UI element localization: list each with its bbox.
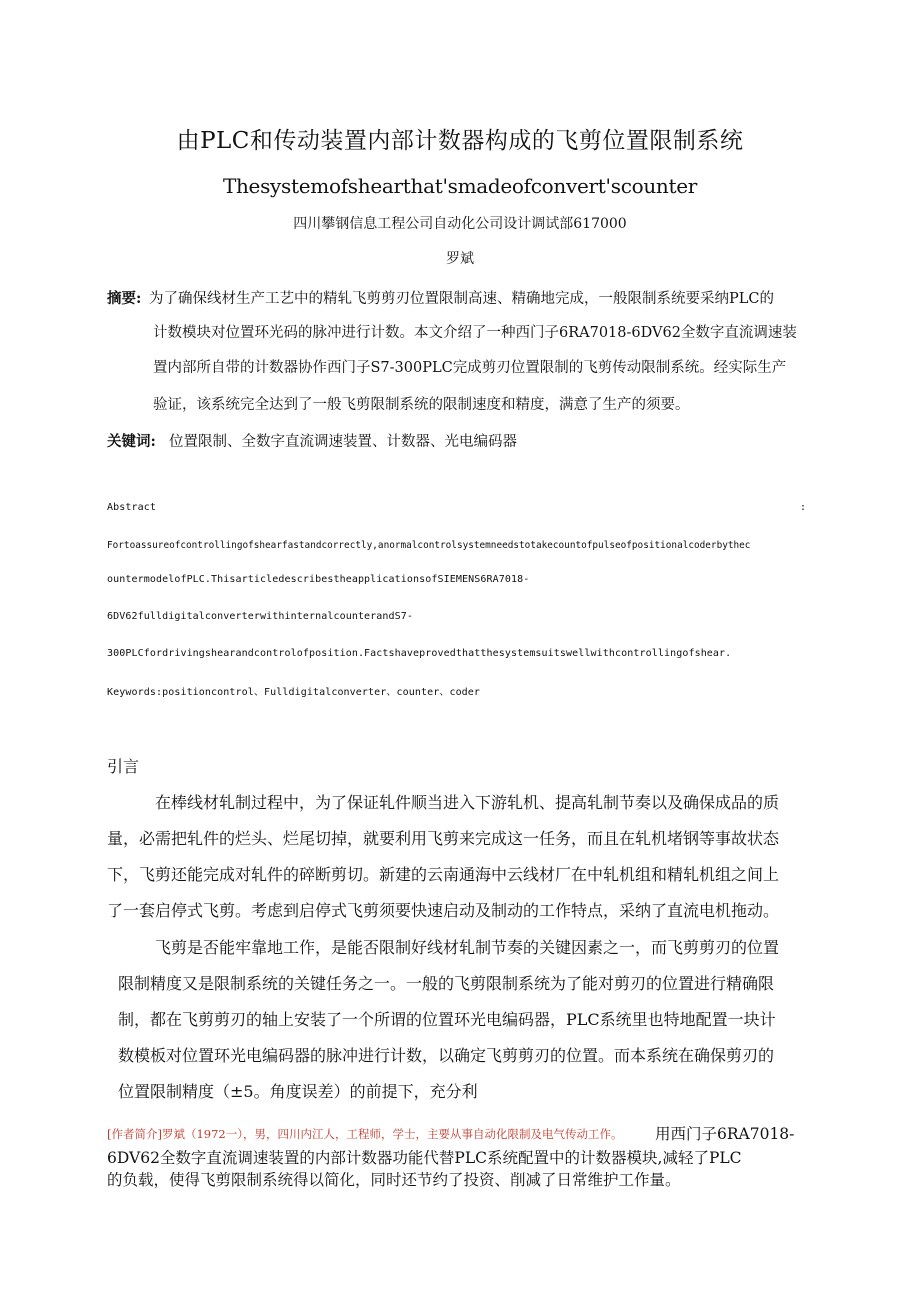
abstract-en-line: 6DV62fulldigitalconverterwithinternalcounterandS7-: [107, 611, 414, 622]
abstract-en-line: 300PLCfordrivingshearandcontrolofposition.Factshaveprovedthatthesystemsuitswellwithcontrollingofshear.: [107, 648, 732, 659]
abstract-line: 验证，该系统完全达到了一般飞剪限制系统的限制速度和精度，满意了生产的须要。: [153, 397, 690, 413]
continuation-line: 的负载，使得飞剪限制系统得以简化，同时还节约了投资、削减了日常维护工作量。: [107, 1171, 681, 1189]
intro-para1-line: 量，必需把轧件的烂头、烂尾切掉，就要利用飞剪来完成这一任务，而且在轧机堵钢等事故状态: [107, 829, 780, 848]
continuation-line: 6DV62全数字直流调速装置的内部计数器功能代替PLC系统配置中的计数器模块,减轻了PLC: [107, 1149, 742, 1167]
intro-para1-line: 下，飞剪还能完成对轧件的碎断剪切。新建的云南通海中云线材厂在中轧机组和精轧机组之间上: [107, 865, 780, 884]
abstract-en-line: ountermodelofPLC.ThisarticledescribestheapplicationsofSIEMENS6RA7018-: [107, 574, 530, 585]
abstract-en-label: Abstract: [107, 502, 156, 513]
intro-para2-line: 数模板对位置环光电编码器的脉冲进行计数，以确定飞剪剪刃的位置。而本系统在确保剪刃的: [118, 1046, 775, 1065]
english-title: Thesystemofshearthat'smadeofconvert'scounter: [222, 174, 698, 198]
author-name: 罗斌: [446, 251, 474, 267]
page-title: 由PLC和传动装置内部计数器构成的飞剪位置限制系统: [176, 128, 744, 154]
intro-para2-line: 限制精度又是限制系统的关键任务之一。一般的飞剪限制系统为了能对剪刃的位置进行精确限: [118, 974, 775, 993]
keywords-text: 位置限制、全数字直流调速装置、计数器、光电编码器: [169, 434, 517, 450]
intro-para1-line: 在棒线材轧制过程中，为了保证轧件顺当进入下游轧机、提高轧制节奏以及确保成品的质: [155, 793, 780, 812]
intro-heading: 引言: [107, 757, 140, 776]
abstract-line: 计数模块对位置环光码的脉冲进行计数。本文介绍了一种西门子6RA7018-6DV62全数字直流调速装: [153, 325, 797, 341]
abstract-line: 置内部所自带的计数器协作西门子S7-300PLC完成剪刃位置限制的飞剪传动限制系统。经实际生产: [153, 360, 787, 376]
intro-para2-line: 飞剪是否能牢靠地工作，是能否限制好线材轧制节奏的关键因素之一，而飞剪剪刃的位置: [155, 938, 780, 957]
affiliation: 四川攀钢信息工程公司自动化公司设计调试部617000: [293, 216, 627, 232]
author-note: [作者简介]罗斌（1972一），男，四川内江人，工程师，学士，主要从事自动化限制及电气传动工作。: [107, 1127, 623, 1141]
abstract-en-keywords: Keywords:positioncontrol、Fulldigitalconverter、counter、coder: [107, 687, 481, 698]
intro-para1-line: 了一套启停式飞剪。考虑到启停式飞剪须要快速启动及制动的工作特点，采纳了直流电机拖动。: [107, 901, 780, 920]
abstract-line: 为了确保线材生产工艺中的精轧飞剪剪刃位置限制高速、精确地完成，一般限制系统要采纳PLC的: [149, 291, 774, 307]
continuation-line: 用西门子6RA7018-: [655, 1125, 795, 1143]
abstract-label: 摘要:: [107, 290, 142, 307]
intro-para2-line: 制，都在飞剪剪刃的轴上安装了一个所谓的位置环光电编码器，PLC系统里也特地配置一块计: [118, 1010, 776, 1029]
intro-para2-line: 位置限制精度（±5。角度误差）的前提下，充分利: [118, 1082, 478, 1101]
keywords-label: 关键词:: [107, 433, 156, 450]
abstract-en-line: Fortoassureofcontrollingofshearfastandcorrectly,anormalcontrolsystemneedstotakecountofpulseofpositionalcoderbythec: [107, 540, 751, 551]
abstract-en-colon: :: [800, 502, 807, 513]
